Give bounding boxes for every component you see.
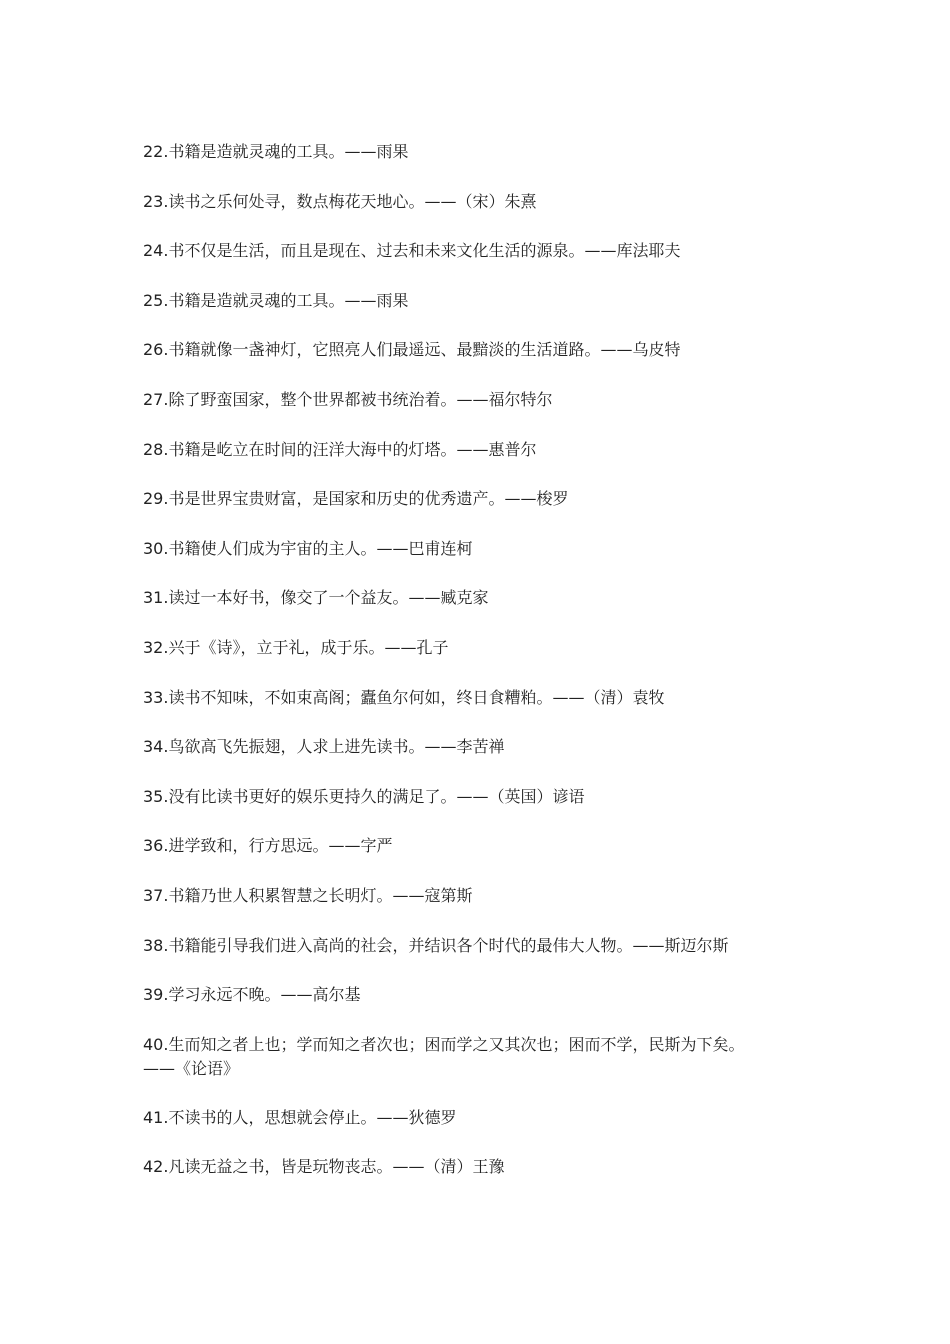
quote-28: 28.书籍是屹立在时间的汪洋大海中的灯塔。——惠普尔: [143, 439, 537, 459]
quote-23: 23.读书之乐何处寻，数点梅花天地心。——（宋）朱熹: [143, 191, 537, 211]
quote-38: 38.书籍能引导我们进入高尚的社会，并结识各个时代的最伟大人物。——斯迈尔斯: [143, 935, 729, 955]
quote-27: 27.除了野蛮国家，整个世界都被书统治着。——福尔特尔: [143, 389, 553, 409]
quote-39: 39.学习永远不晚。——高尔基: [143, 985, 361, 1005]
quote-29: 29.书是世界宝贵财富，是国家和历史的优秀遗产。——梭罗: [143, 489, 569, 509]
quote-33: 33.读书不知味，不如束高阁；蠹鱼尔何如，终日食糟粕。——（清）袁牧: [143, 687, 665, 707]
quote-40: [143, 1033, 823, 1081]
quote-26: 26.书籍就像一盏神灯，它照亮人们最遥远、最黯淡的生活道路。——乌皮特: [143, 340, 681, 360]
quote-40-text: 40.生而知之者上也；学而知之者次也；困而学之又其次也；困而不学，民斯为下矣。: [143, 1034, 745, 1054]
quote-list: [143, 140, 823, 1205]
quote-32: 32.兴于《诗》，立于礼，成于乐。——孔子: [143, 637, 449, 657]
quote-40-source: ——《论语》: [143, 1058, 240, 1078]
quote-34: 34.鸟欲高飞先振翅，人求上进先读书。——李苦禅: [143, 737, 505, 757]
quote-36: 36.进学致和，行方思远。——字严: [143, 836, 393, 856]
quote-24: 24.书不仅是生活，而且是现在、过去和未来文化生活的源泉。——库法耶夫: [143, 241, 681, 261]
quote-42: 42.凡读无益之书，皆是玩物丧志。——（清）王豫: [143, 1157, 505, 1177]
quote-22: 22.书籍是造就灵魂的工具。——雨果: [143, 142, 409, 161]
quote-41: 41.不读书的人，思想就会停止。——狄德罗: [143, 1107, 457, 1127]
quote-37: 37.书籍乃世人积累智慧之长明灯。——寇第斯: [143, 885, 473, 905]
quote-35: 35.没有比读书更好的娱乐更持久的满足了。——（英国）谚语: [143, 786, 585, 806]
quote-30: 30.书籍使人们成为宇宙的主人。——巴甫连柯: [143, 538, 473, 558]
quote-31: 31.读过一本好书，像交了一个益友。——臧克家: [143, 588, 489, 608]
quote-25: 25.书籍是造就灵魂的工具。——雨果: [143, 290, 409, 310]
